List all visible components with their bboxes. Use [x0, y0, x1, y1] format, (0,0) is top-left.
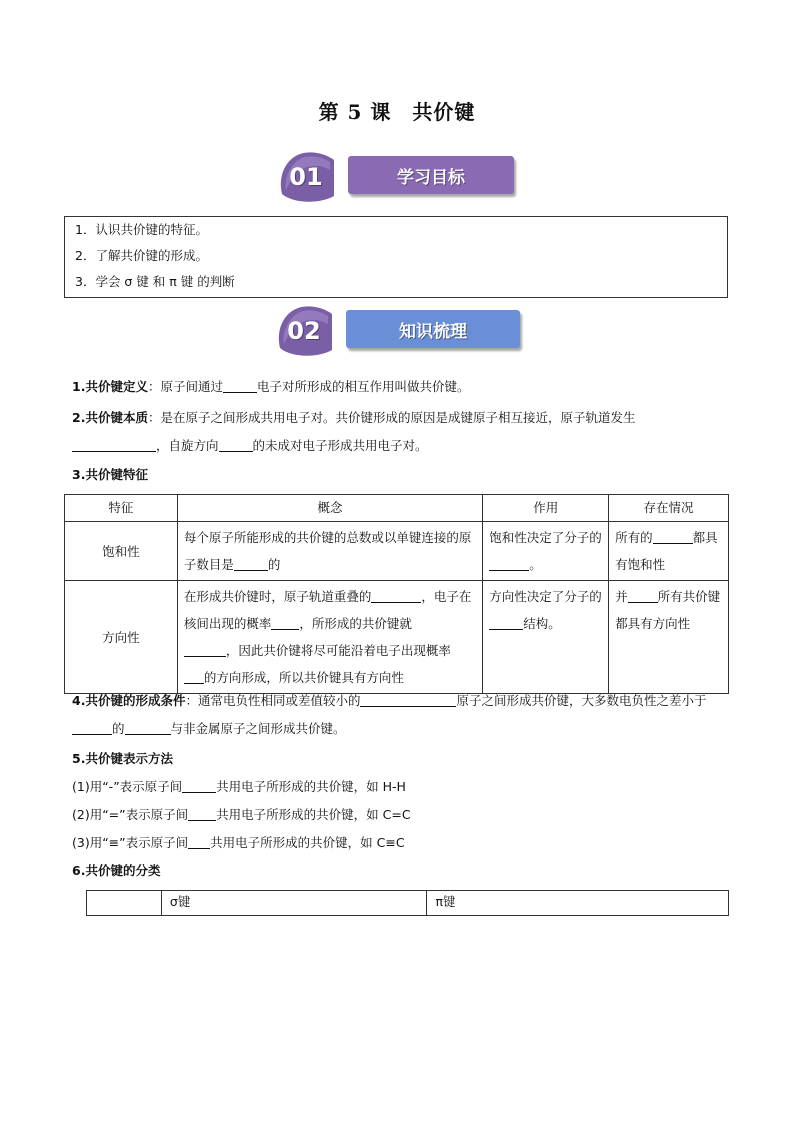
- table-row: [87, 891, 729, 916]
- cell-text: 的方向形成，所以共价键具有方向性: [203, 670, 404, 685]
- item-text: ，自旋方向: [156, 438, 219, 453]
- feature-role: [483, 522, 609, 581]
- section-number: 02: [287, 317, 321, 345]
- fill-blank[interactable]: [653, 529, 693, 544]
- cell-text: 并: [615, 589, 628, 604]
- item-text: 共用电子所形成的共价键，如 H-H: [216, 779, 406, 794]
- classification-table: [86, 890, 729, 916]
- item-formation-conditions: [72, 687, 732, 743]
- item-text: 的未成对电子形成共用电子对。: [252, 438, 428, 453]
- cell-text: 。: [529, 557, 542, 572]
- fill-blank[interactable]: [72, 720, 112, 735]
- item-text: 共用电子所形成的共价键，如 C≡C: [210, 835, 405, 850]
- fill-blank[interactable]: [182, 778, 216, 793]
- table-header: 作用: [483, 495, 609, 522]
- item-text: 原子之间形成共价键，大多数电负性之差小于: [456, 693, 707, 708]
- fill-blank[interactable]: [223, 378, 257, 393]
- cell-text: ，所形成的共价键就: [299, 616, 412, 631]
- fill-blank[interactable]: [125, 720, 171, 735]
- item-text: ：原子间通过: [147, 379, 223, 394]
- fill-blank[interactable]: [489, 556, 529, 571]
- cell-text: 结构。: [523, 616, 561, 631]
- item-text: 共用电子所形成的共价键，如 C=C: [216, 807, 411, 822]
- fill-blank[interactable]: [219, 437, 253, 452]
- cell-text: 都具有饱和性: [615, 530, 718, 572]
- table-header: 特征: [65, 495, 178, 522]
- goal-item: 1．认识共价键的特征。: [75, 222, 208, 237]
- item-heading: 5.共价键表示方法: [72, 751, 173, 766]
- fill-blank[interactable]: [72, 437, 156, 452]
- table-header-row: [65, 495, 729, 522]
- item-text: 与非金属原子之间形成共价键。: [170, 721, 346, 736]
- feature-name: 饱和性: [65, 522, 178, 581]
- fill-blank[interactable]: [371, 588, 421, 603]
- table-header: 概念: [177, 495, 482, 522]
- table-row: [65, 522, 729, 581]
- table-cell: π键: [427, 891, 729, 916]
- feature-concept: [177, 581, 482, 694]
- table-header: 存在情况: [609, 495, 729, 522]
- item-features-heading: [72, 461, 732, 489]
- feature-role: [483, 581, 609, 694]
- item-text: 电子对所形成的相互作用叫做共价键。: [256, 379, 470, 394]
- item-heading: 2.共价键本质: [72, 410, 148, 425]
- fill-blank[interactable]: [234, 556, 268, 571]
- list-item: [72, 829, 732, 857]
- item-text: (2)用“=”表示原子间: [72, 807, 189, 822]
- features-table: [64, 494, 729, 694]
- goal-item: 3．学会 σ 键 和 π 键 的判断: [75, 274, 235, 289]
- section-number: 01: [289, 163, 323, 191]
- fill-blank[interactable]: [184, 642, 226, 657]
- cell-text: 的: [267, 557, 281, 572]
- cell-text: 每个原子所能形成的共价键的总数或以单键连接的原子数目是: [183, 530, 472, 572]
- item-classification: [72, 857, 732, 885]
- table-cell: [87, 891, 162, 916]
- item-text: ：通常电负性相同或差值较小的: [185, 693, 361, 708]
- cell-text: ，电子在核间出现的概率: [183, 589, 472, 631]
- item-definition: [72, 373, 732, 401]
- list-item: [72, 773, 732, 801]
- cell-text: ，因此共价键将尽可能沿着电子出现概率: [225, 643, 451, 658]
- fill-blank[interactable]: [489, 615, 523, 630]
- feature-existence: [609, 522, 729, 581]
- section-label: 学习目标: [348, 156, 514, 194]
- section-label: 知识梳理: [346, 310, 520, 348]
- feature-existence: [609, 581, 729, 694]
- item-essence: [72, 404, 732, 460]
- item-text: (3)用“≡”表示原子间: [72, 835, 189, 850]
- feature-concept: [177, 522, 482, 581]
- section-badge-knowledge: [274, 304, 522, 360]
- goal-item: 2．了解共价键的形成。: [75, 248, 208, 263]
- list-item: [72, 801, 732, 829]
- item-heading: 3.共价键特征: [72, 467, 148, 482]
- item-heading: 6.共价键的分类: [72, 863, 161, 878]
- cell-text: 所有的: [615, 530, 653, 545]
- fill-blank[interactable]: [188, 806, 216, 821]
- item-heading: 1.共价键定义: [72, 379, 148, 394]
- feature-name: 方向性: [65, 581, 178, 694]
- section-badge-goals: [276, 150, 516, 206]
- item-heading: 4.共价键的形成条件: [72, 693, 186, 708]
- cell-text: 在形成共价键时，原子轨道重叠的: [183, 589, 372, 604]
- cell-text: 饱和性决定了分子的: [489, 530, 602, 545]
- fill-blank[interactable]: [184, 669, 204, 684]
- table-row: [65, 581, 729, 694]
- item-representation: [72, 745, 732, 857]
- page-title: 第 5 课 共价键: [318, 100, 476, 124]
- fill-blank[interactable]: [188, 834, 210, 849]
- item-text: 的: [112, 721, 125, 736]
- learning-goals-box: [64, 216, 728, 298]
- item-text: (1)用“-”表示原子间: [72, 779, 183, 794]
- table-cell: σ键: [161, 891, 427, 916]
- fill-blank[interactable]: [628, 588, 658, 603]
- cell-text: 方向性决定了分子的: [489, 589, 602, 604]
- fill-blank[interactable]: [271, 615, 299, 630]
- cell-text: 所有共价键都具有方向性: [615, 589, 721, 631]
- item-text: ：是在原子之间形成共用电子对。共价键形成的原因是成键原子相互接近，原子轨道发生: [147, 410, 636, 425]
- fill-blank[interactable]: [360, 692, 456, 707]
